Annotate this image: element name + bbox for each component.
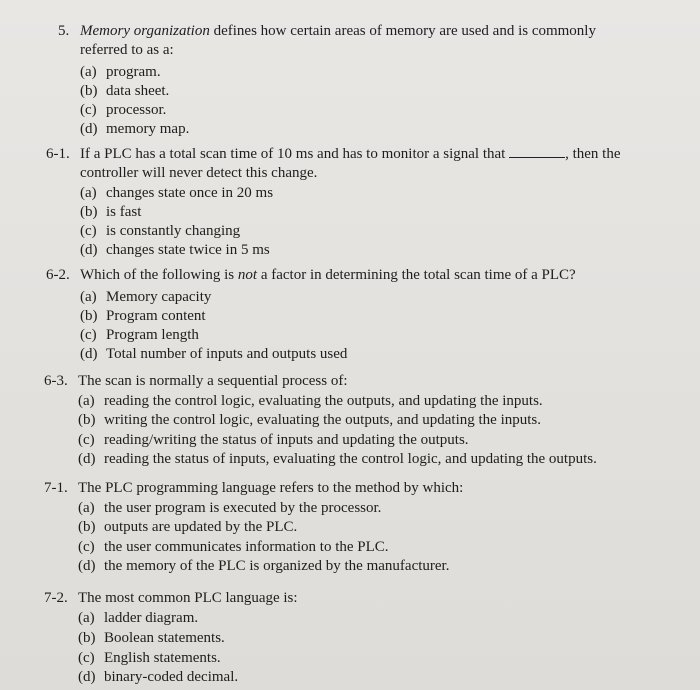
option-letter: (a) (80, 64, 97, 80)
answer-option-c (80, 101, 166, 120)
option-text: Program length (106, 327, 199, 343)
answer-option-b (80, 307, 206, 326)
option-text: writing the control logic, evaluating the outputs, and updating the inputs. (104, 412, 542, 428)
answer-option-c (80, 222, 240, 241)
question-stem-continued: controller will never detect this change. (80, 165, 318, 181)
option-text: the user program is executed by the processor. (104, 500, 382, 516)
answer-option-b (80, 203, 141, 222)
option-letter: (d) (78, 558, 96, 574)
question-number: 7-1. (44, 480, 68, 496)
option-letter: (a) (78, 500, 95, 516)
option-text: reading the control logic, evaluating the outputs, and updating the inputs. (104, 393, 543, 409)
option-letter: (d) (80, 121, 98, 137)
option-text: Boolean statements. (104, 630, 225, 646)
question-number: 7-2. (44, 590, 68, 606)
option-text: is constantly changing (106, 223, 241, 239)
stem-text: Which of the following is (80, 267, 235, 283)
emphasized-term: Memory organization (80, 23, 210, 39)
answer-option-a (78, 499, 381, 518)
option-letter: (d) (78, 669, 96, 685)
option-text: Total number of inputs and outputs used (106, 346, 348, 362)
answer-option-b (78, 518, 297, 537)
option-text: reading/writing the status of inputs and updating the outputs. (104, 432, 469, 448)
option-letter: (a) (78, 610, 95, 626)
answer-option-a (80, 288, 211, 307)
option-text: the user communicates information to the PLC. (104, 539, 389, 555)
option-text: program. (106, 64, 161, 80)
option-text: binary-coded decimal. (104, 669, 239, 685)
option-letter: (a) (80, 289, 97, 305)
option-letter: (b) (80, 308, 98, 324)
answer-option-d (78, 557, 449, 576)
emphasized-word: not (237, 267, 258, 283)
option-letter: (c) (78, 539, 95, 555)
question-number: 6-2. (46, 267, 70, 283)
option-text: reading the status of inputs, evaluating the control logic, and updating the outputs. (104, 451, 597, 467)
option-text: processor. (106, 102, 167, 118)
answer-option-b (80, 82, 169, 101)
option-letter: (b) (78, 412, 96, 428)
option-text: Program content (106, 308, 206, 324)
question-stem-continued: referred to as a: (80, 42, 174, 58)
option-letter: (b) (78, 519, 96, 535)
question-number: 6-1. (46, 146, 70, 162)
answer-option-d (78, 668, 238, 687)
answer-option-c (78, 649, 221, 668)
option-letter: (b) (78, 630, 96, 646)
option-letter: (c) (78, 650, 95, 666)
stem-text-end: a factor in determining the total scan time of a PLC? (260, 267, 576, 283)
question-stem: The scan is normally a sequential process of: (78, 373, 348, 389)
question-number: 5. (58, 23, 70, 39)
option-letter: (a) (78, 393, 95, 409)
option-letter: (d) (78, 451, 96, 467)
answer-option-a (78, 609, 198, 628)
option-letter: (a) (80, 185, 97, 201)
answer-option-c (78, 538, 389, 557)
question-stem: The PLC programming language refers to the method by which: (78, 480, 464, 496)
option-text: memory map. (106, 121, 190, 137)
question-number: 6-3. (44, 373, 68, 389)
option-letter: (c) (80, 102, 97, 118)
option-text: outputs are updated by the PLC. (104, 519, 298, 535)
option-text: ladder diagram. (104, 610, 199, 626)
question-stem: The most common PLC language is: (78, 590, 298, 606)
answer-option-c (78, 431, 469, 450)
option-letter: (c) (78, 432, 95, 448)
answer-option-a (80, 184, 273, 203)
option-letter: (d) (80, 242, 98, 258)
option-text: English statements. (104, 650, 221, 666)
answer-option-a (80, 63, 161, 82)
option-letter: (d) (80, 346, 98, 362)
option-text: the memory of the PLC is organized by the manufacturer. (104, 558, 450, 574)
stem-text-end: , then the (565, 146, 621, 162)
option-text: Memory capacity (106, 289, 212, 305)
answer-option-c (80, 326, 199, 345)
answer-option-b (78, 411, 541, 430)
answer-option-d (80, 120, 189, 139)
option-letter: (b) (80, 83, 98, 99)
question-stem (80, 266, 576, 285)
answer-option-d (80, 241, 270, 260)
option-letter: (c) (80, 327, 97, 343)
option-text: changes state twice in 5 ms (106, 242, 270, 258)
fill-in-blank (509, 145, 565, 158)
answer-option-a (78, 392, 543, 411)
option-text: is fast (106, 204, 142, 220)
stem-text: defines how certain areas of memory are used and is commonly (209, 23, 596, 39)
answer-option-b (78, 629, 225, 648)
option-text: data sheet. (106, 83, 170, 99)
answer-option-d (78, 450, 597, 469)
answer-option-d (80, 345, 347, 364)
question-stem (80, 22, 596, 41)
question-stem (80, 145, 621, 164)
option-letter: (b) (80, 204, 98, 220)
option-letter: (c) (80, 223, 97, 239)
stem-text: If a PLC has a total scan time of 10 ms and has to monitor a signal that (80, 146, 506, 162)
option-text: changes state once in 20 ms (106, 185, 274, 201)
